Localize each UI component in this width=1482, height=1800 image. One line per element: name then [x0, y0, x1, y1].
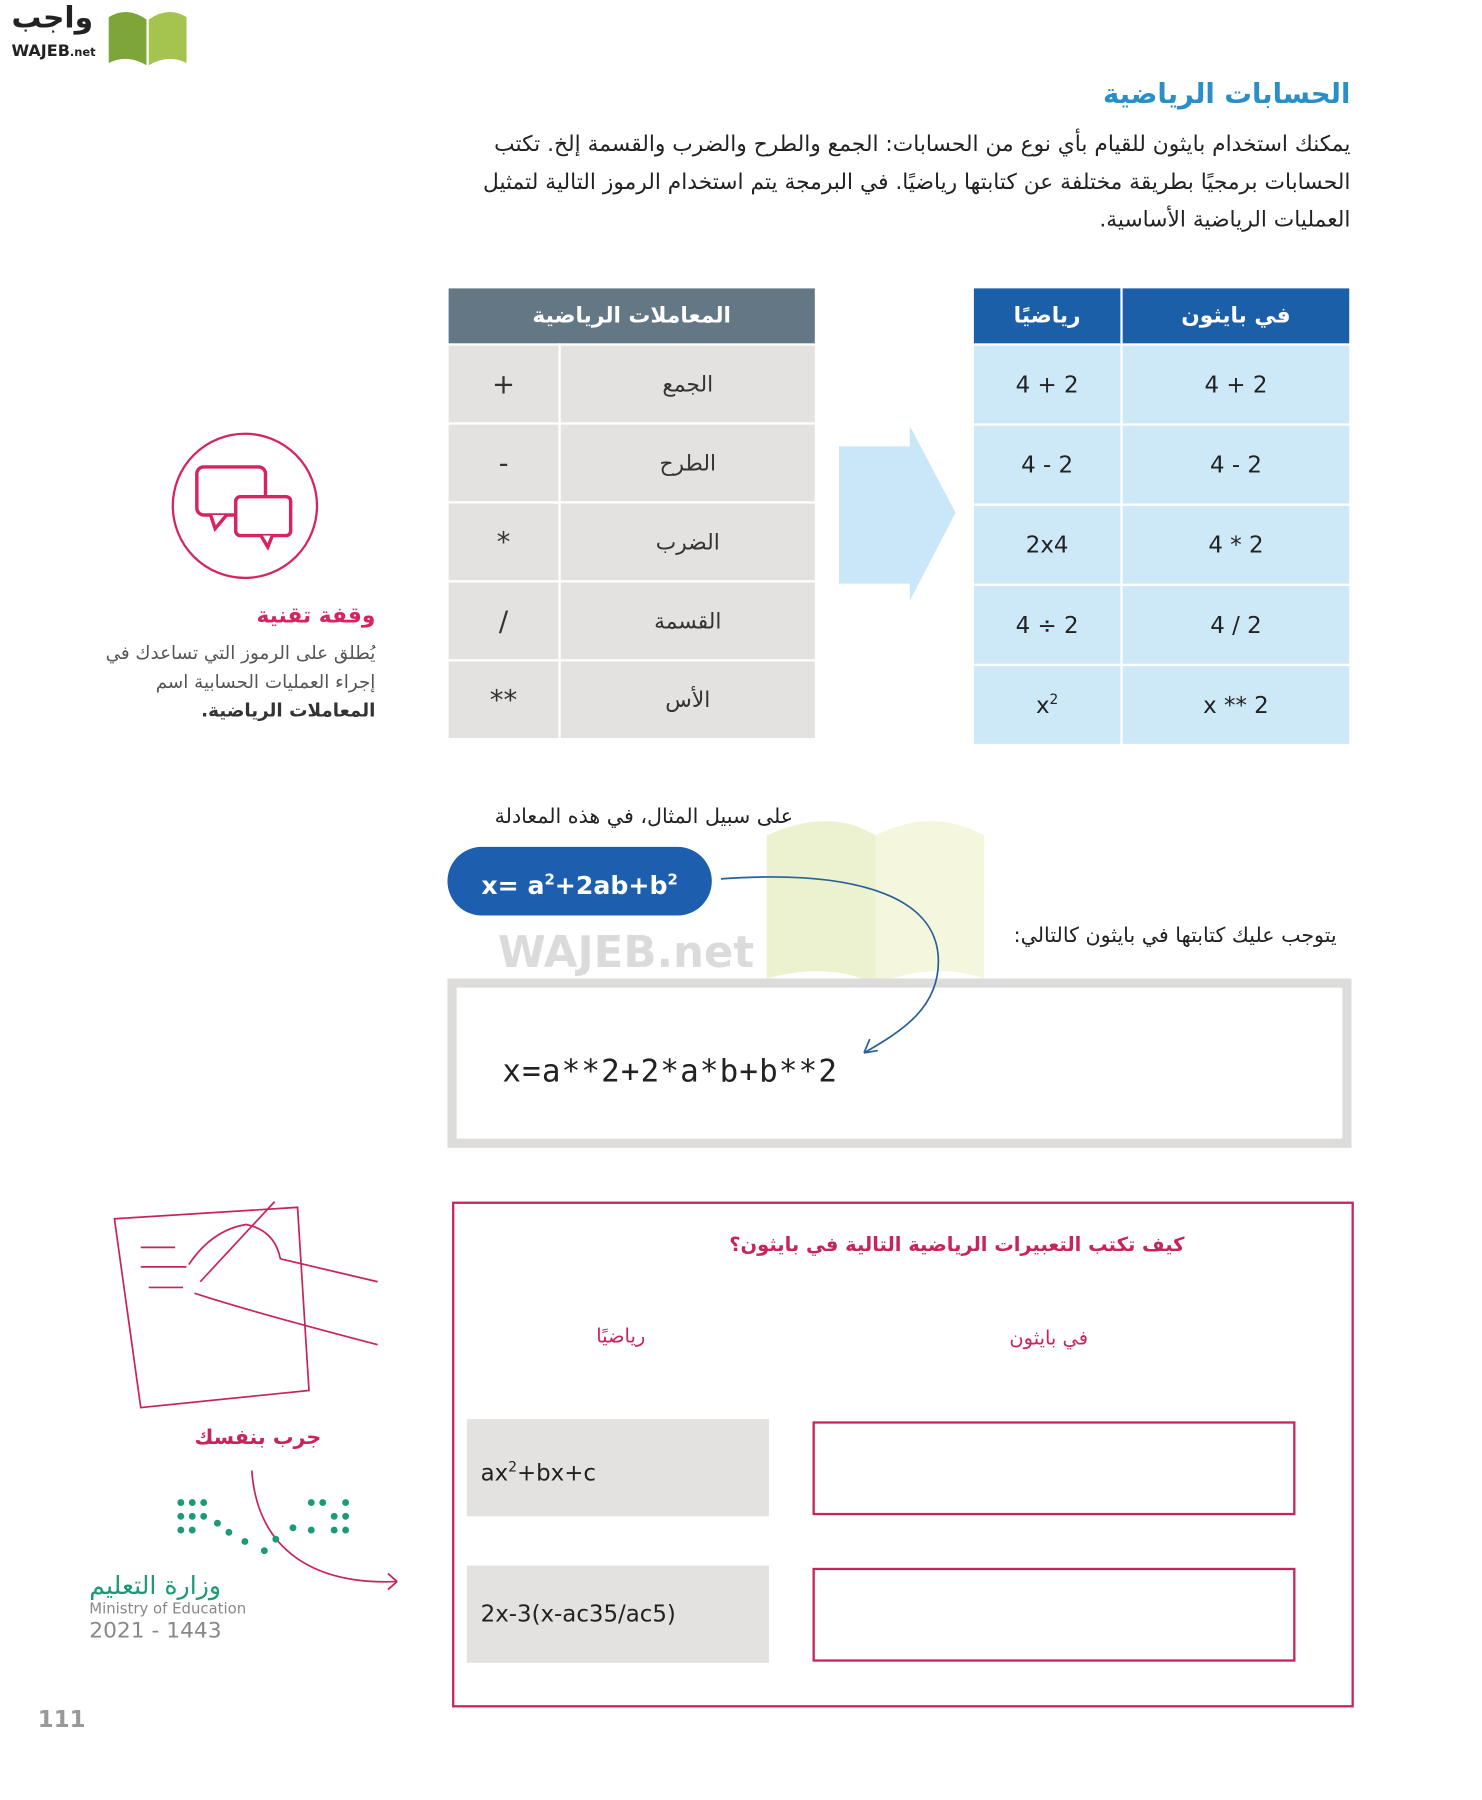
python-code: x=a**2+2*a*b+b**2 [502, 1053, 839, 1090]
python-header: في بايثون [1122, 287, 1351, 344]
chat-bubbles-icon [169, 430, 320, 581]
ministry-logo [87, 1493, 356, 1643]
logo-arabic: واجب [11, 1, 94, 36]
exercise-box [452, 1202, 1354, 1708]
example-intro: على سبيل المثال، في هذه المعادلة [494, 804, 794, 829]
table-row [973, 665, 1351, 745]
python-answer-field-2[interactable] [813, 1568, 1296, 1662]
right-arrow-icon [839, 426, 958, 603]
exercise-question: كيف تكتب التعبيرات الرياضية التالية في بايثون؟ [729, 1233, 1185, 1257]
math-expression-2: 2x-3(x-ac35/ac5) [467, 1566, 769, 1663]
try-yourself-label: جرب بنفسك [194, 1425, 322, 1450]
ministry-year: 2021 - 1443 [89, 1618, 222, 1644]
svg-text:WAJEB.net: WAJEB.net [497, 928, 755, 979]
op-name: القسمة [560, 581, 816, 660]
math-cell: 2 - 4 [973, 425, 1122, 505]
python-cell: 2 - 4 [1122, 425, 1351, 505]
table-row [973, 425, 1351, 505]
op-symbol: * [447, 502, 559, 581]
writing-hand-icon [109, 1196, 384, 1413]
col-python-header: في بايثون [1009, 1327, 1089, 1351]
python-cell: 2 + 4 [1122, 344, 1351, 424]
table-row [973, 585, 1351, 665]
page-number: 111 [37, 1705, 86, 1733]
operators-table [446, 286, 817, 740]
op-name: الجمع [560, 344, 816, 423]
op-symbol: / [447, 581, 559, 660]
math-expression-1: $ax^2+bx+c$ [467, 1419, 769, 1516]
tech-note-text: يُطلق على الرموز التي تساعدك في إجراء العمليات الحسابية اسم المعاملات الرياضية. [105, 642, 376, 721]
math-cell: 2 + 4 [973, 344, 1122, 424]
table-row [447, 423, 815, 502]
math-cell: 2 ÷ 4 [973, 585, 1122, 665]
ministry-english: Ministry of Education [89, 1601, 247, 1619]
op-symbol: + [447, 344, 559, 423]
python-cell: x ** 2 [1122, 665, 1351, 745]
ministry-arabic: وزارة التعليم [89, 1572, 222, 1602]
section-title: الحسابات الرياضية [1102, 77, 1351, 110]
op-symbol: ** [447, 660, 559, 739]
intro-paragraph: يمكنك استخدام بايثون للقيام بأي نوع من الحسابات: الجمع والطرح والضرب والقسمة إلخ. تكتب الحسابات برمجيًا بطريقة مختلفة عن كتابتها رياضيًا. في البرمجة يتم استخدام الرموز التالية لتمثيل العمليات الرياضية الأساسية. [482, 131, 1351, 233]
math-cell: 2x4 [973, 505, 1122, 585]
python-cell: 2 / 4 [1122, 585, 1351, 665]
table-row [447, 660, 815, 739]
op-name: الضرب [560, 502, 816, 581]
operators-header: المعاملات الرياضية [447, 287, 815, 344]
python-intro: يتوجب عليك كتابتها في بايثون كالتالي: [1013, 923, 1337, 948]
math-cell: $x^2$ [973, 665, 1122, 745]
col-math-header: رياضيًا [596, 1325, 646, 1349]
math-header: رياضيًا [973, 287, 1122, 344]
op-name: الأس [560, 660, 816, 739]
table-row [973, 505, 1351, 585]
logo-latin: WAJEB.net [11, 42, 96, 61]
tech-note-heading: وقفة تقنية [256, 603, 376, 629]
python-math-table [972, 286, 1352, 746]
ministry-dots-icon [87, 1493, 356, 1556]
op-symbol: - [447, 423, 559, 502]
equation-pill: $x= a^2+2ab+b^2$ [447, 847, 711, 916]
book-icon [106, 6, 188, 69]
python-cell: 2 * 4 [1122, 505, 1351, 585]
wajeb-logo [9, 1, 192, 69]
table-row [447, 344, 815, 423]
curved-arrow-icon [710, 870, 962, 1065]
table-row [973, 344, 1351, 424]
python-answer-field-1[interactable] [813, 1421, 1296, 1515]
op-name: الطرح [560, 423, 816, 502]
table-row [447, 581, 815, 660]
table-row [447, 502, 815, 581]
